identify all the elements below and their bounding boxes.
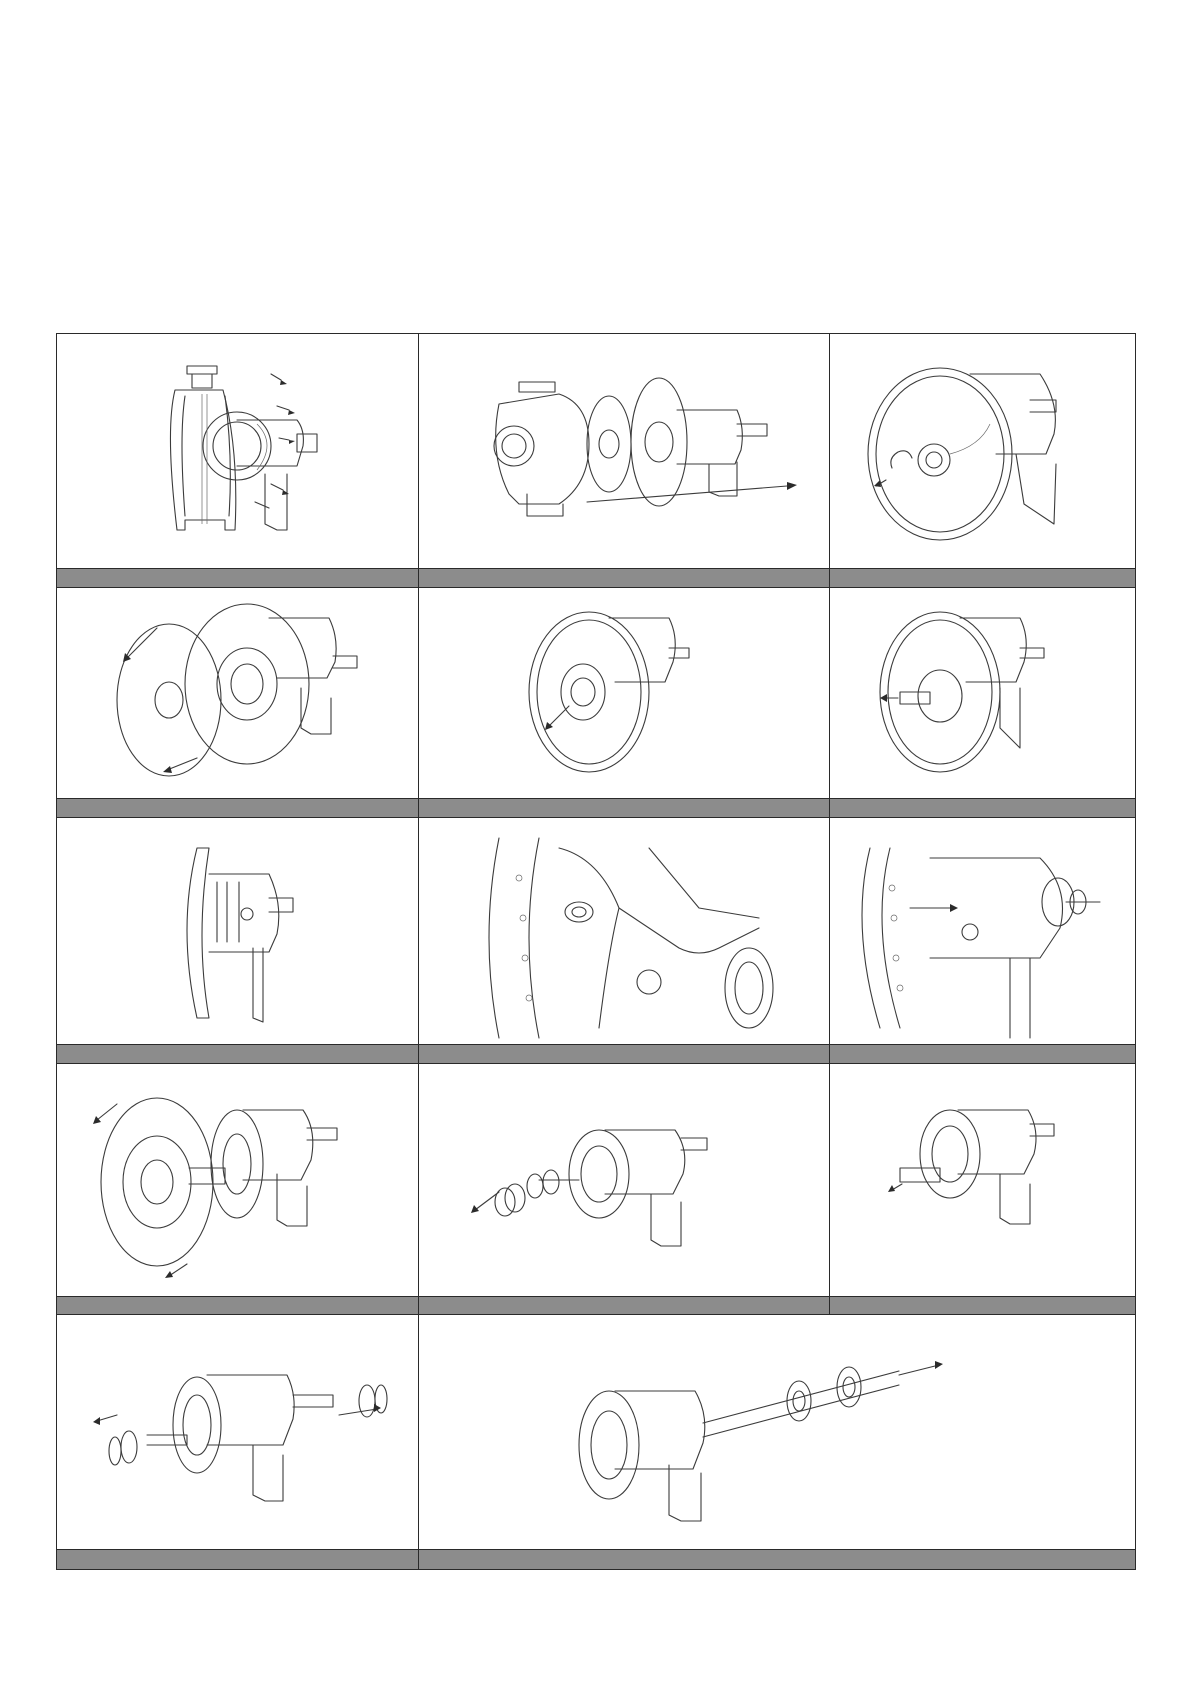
remove-cover-bolt-detail-icon [830,818,1135,1044]
remove-casing-cover-icon [57,1064,418,1296]
step-7-cell [57,818,418,1044]
step-8-cell [419,818,829,1044]
step-13-cell [57,1315,418,1549]
step-2-cell [419,334,829,568]
step-4-cell [57,588,418,798]
remove-circlips-and-covers-icon [57,1315,418,1549]
seal-cover-view-icon [57,818,418,1044]
step-5-cell [419,588,829,798]
step-1-cell [57,334,418,568]
remove-shaft-sleeve-icon [830,588,1135,798]
pull-back-pull-out-unit-icon [419,334,829,568]
caption-bar [57,1297,1135,1314]
instruction-grid [56,333,1136,1570]
loosen-cover-screw-detail-icon [419,818,829,1044]
caption-bar [57,569,1135,587]
pull-out-shaft-with-bearings-icon [419,1315,1135,1549]
remove-mechanical-seal-icon [419,1064,829,1296]
remove-seal-sleeve-icon [830,1064,1135,1296]
remove-impeller-icon [57,588,418,798]
step-3-cell [830,334,1135,568]
step-12-cell [830,1064,1135,1296]
caption-bar [57,1045,1135,1063]
unscrew-impeller-nut-icon [830,334,1135,568]
caption-bar [57,1550,1135,1569]
step-11-cell [419,1064,829,1296]
caption-bar [57,799,1135,817]
remove-casing-bolts-icon [57,334,418,568]
remove-key-icon [419,588,829,798]
step-10-cell [57,1064,418,1296]
step-14-cell [419,1315,1135,1549]
step-6-cell [830,588,1135,798]
step-9-cell [830,818,1135,1044]
